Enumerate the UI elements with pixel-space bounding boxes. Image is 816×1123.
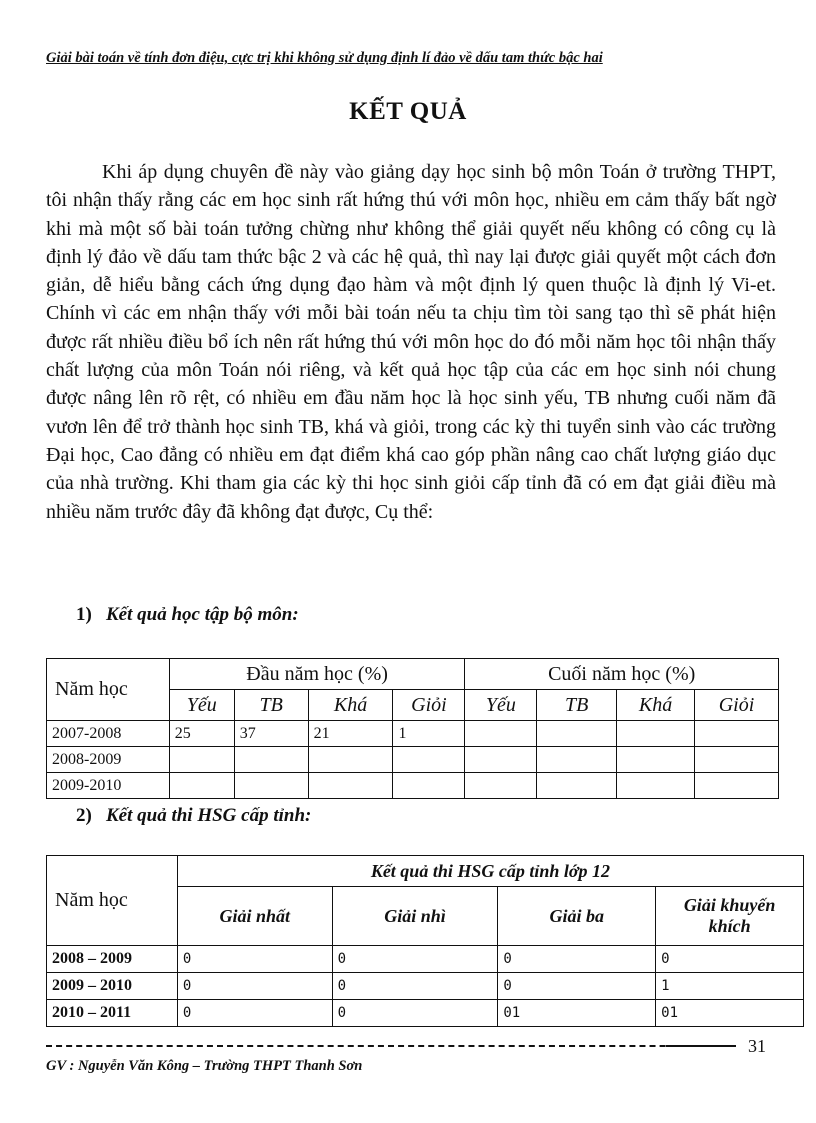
table-cell	[537, 721, 617, 747]
year-column-header: Năm học	[47, 856, 178, 946]
section-number: 1)	[76, 604, 92, 625]
table-cell: 01	[656, 1000, 804, 1027]
year-cell: 2007-2008	[47, 721, 170, 747]
table-cell: 1	[393, 721, 465, 747]
table-cell: 21	[308, 721, 393, 747]
results-table	[46, 658, 779, 799]
table-row	[47, 946, 804, 973]
page-footer: GV : Nguyễn Văn Kông – Trường THPT Thanh Sơn	[46, 1058, 363, 1074]
table-cell: 37	[234, 721, 308, 747]
table-cell	[537, 773, 617, 799]
year-column-header: Năm học	[47, 659, 170, 721]
table-cell	[234, 773, 308, 799]
table-cell	[617, 721, 695, 747]
table-cell: 25	[169, 721, 234, 747]
hsg-group-header: Kết quả thi HSG cấp tỉnh lớp 12	[177, 856, 803, 887]
table-cell: 1	[656, 973, 804, 1000]
table-cell	[465, 721, 537, 747]
table-cell	[234, 747, 308, 773]
table-row	[47, 721, 779, 747]
table-cell	[695, 747, 779, 773]
subheader-cell: Giải nhất	[177, 887, 332, 946]
start-of-year-header: Đầu năm học (%)	[169, 659, 465, 690]
table-cell	[537, 747, 617, 773]
section-heading-1	[76, 604, 299, 626]
section-label: Kết quả thi HSG cấp tỉnh:	[106, 805, 312, 826]
year-cell: 2009-2010	[47, 773, 170, 799]
subheader-cell: Giải khuyến khích	[656, 887, 804, 946]
table-cell	[169, 773, 234, 799]
subheader-cell: Giải nhì	[332, 887, 498, 946]
subheader-cell: Giỏi	[695, 690, 779, 721]
subheader-cell: Yếu	[169, 690, 234, 721]
table-row	[47, 1000, 804, 1027]
body-paragraph-text: Khi áp dụng chuyên đề này vào giảng dạy học sinh bộ môn Toán ở trường THPT, tôi nhận thấy rằng các em học sinh rất hứng thú với môn học, nhiều em cảm thấy bất ngờ khi mà một số bài toán tưởng chừng như không thể giải quyết nếu không có công cụ là định lý đảo về dấu tam thức bậc 2 và các hệ quả, thì nay lại được giải quyết một cách đơn giản, dễ hiểu bằng cách ứng dụng đạo hàm và một định lý quen thuộc là định lý Vi-et. Chính vì các em nhận thấy với mỗi bài toán nếu ta chịu tìm tòi sang tạo thì sẽ phát hiện được rất nhiều điều bổ ích nên rất hứng thú với môn học do đó mỗi năm học tôi nhận thấy chất lượng của môn Toán nói riêng, và kết quả học tập của các em học sinh nói chung được nâng lên rõ rệt, có nhiều em đầu năm học là học sinh yếu, TB nhưng cuối năm đã vươn lên để trở thành học sinh TB, khá và giỏi, trong các kỳ thi tuyển sinh vào các trường Đại học, Cao đẳng có nhiều em đạt điểm khá cao góp phần nâng cao chất lượng giáo dục của nhà trường. Khi tham gia các kỳ thi học sinh giỏi cấp tỉnh đã có em đạt giải điều mà nhiều năm trước đây đã không đạt được, Cụ thể:	[46, 161, 776, 523]
table-cell	[695, 721, 779, 747]
table-cell: 0	[656, 946, 804, 973]
table-row	[47, 773, 779, 799]
hsg-results-table	[46, 855, 804, 1027]
section-heading-2	[76, 805, 311, 827]
table-cell	[308, 773, 393, 799]
subheader-cell: TB	[234, 690, 308, 721]
page-number: 31	[748, 1036, 766, 1056]
year-cell: 2008-2009	[47, 747, 170, 773]
table-cell	[695, 773, 779, 799]
table-row	[47, 973, 804, 1000]
subheader-cell: Giỏi	[393, 690, 465, 721]
end-of-year-header: Cuối năm học (%)	[465, 659, 779, 690]
subheader-cell: Giải ba	[498, 887, 656, 946]
table-cell	[393, 747, 465, 773]
table-cell	[465, 773, 537, 799]
subheader-cell: Yếu	[465, 690, 537, 721]
table-cell	[617, 773, 695, 799]
subheader-cell: Khá	[617, 690, 695, 721]
table-cell	[308, 747, 393, 773]
table-cell: 0	[332, 946, 498, 973]
year-cell: 2010 – 2011	[47, 1000, 178, 1027]
page-header: Giải bài toán về tính đơn điệu, cực trị khi không sử dụng định lí đảo về dấu tam thức bậc hai	[46, 50, 603, 66]
table-cell: 0	[332, 1000, 498, 1027]
page-title: KẾT QUẢ	[349, 98, 467, 125]
table-cell	[617, 747, 695, 773]
table-cell: 0	[332, 973, 498, 1000]
table-row	[47, 747, 779, 773]
table-cell: 0	[498, 946, 656, 973]
table-cell: 0	[498, 973, 656, 1000]
table-cell: 0	[177, 946, 332, 973]
year-cell: 2009 – 2010	[47, 973, 178, 1000]
footer-divider	[46, 1045, 736, 1047]
section-number: 2)	[76, 805, 92, 826]
table-cell	[465, 747, 537, 773]
section-label: Kết quả học tập bộ môn:	[106, 604, 299, 625]
table-cell	[169, 747, 234, 773]
year-cell: 2008 – 2009	[47, 946, 178, 973]
table-cell: 0	[177, 1000, 332, 1027]
subheader-cell: TB	[537, 690, 617, 721]
subheader-cell: Khá	[308, 690, 393, 721]
table-cell: 01	[498, 1000, 656, 1027]
table-cell	[393, 773, 465, 799]
body-paragraph	[46, 158, 776, 526]
table-cell: 0	[177, 973, 332, 1000]
